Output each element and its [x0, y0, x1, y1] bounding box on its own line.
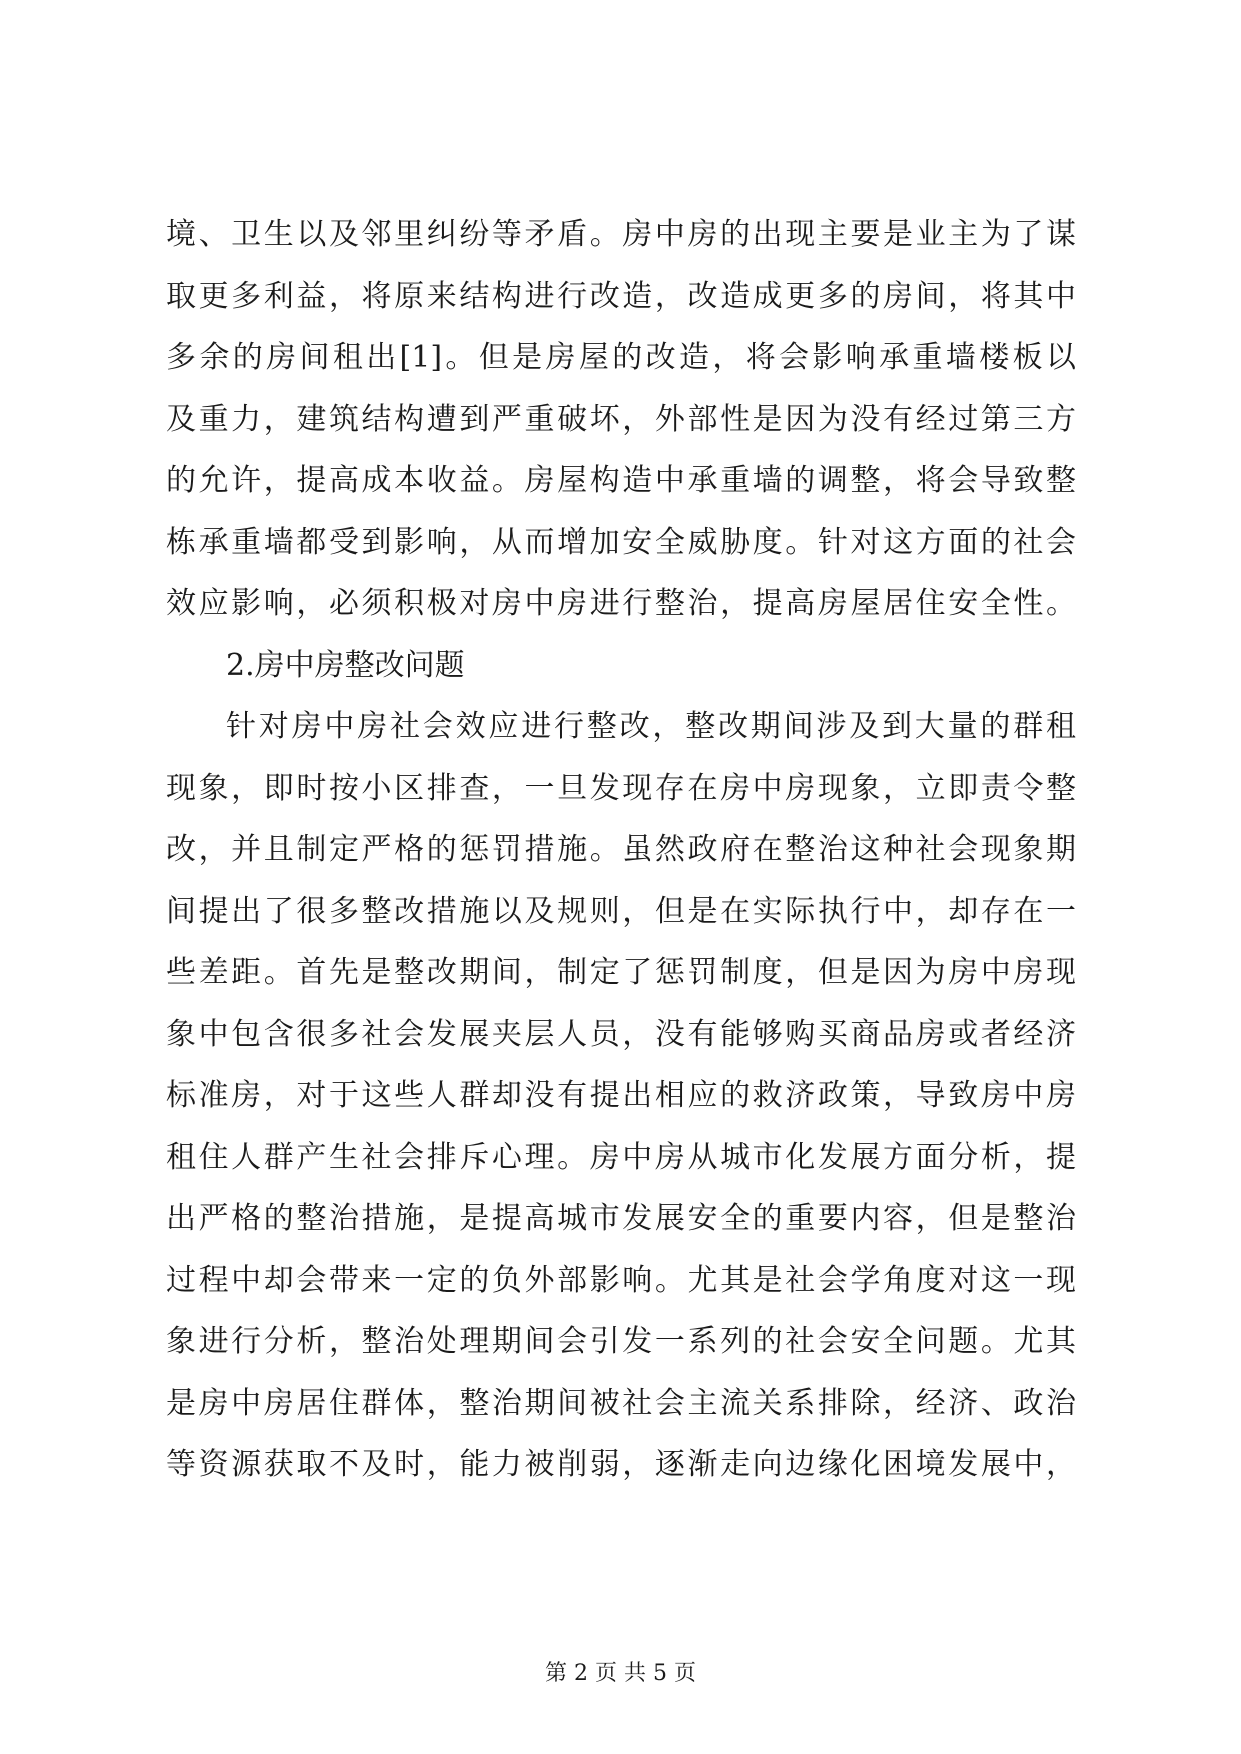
paragraph-2-line-1: 针对房中房社会效应进行整改，整改期间涉及到大量的群租: [226, 709, 1076, 744]
paragraph-1-line-6: 栋承重墙都受到影响，从而增加安全威胁度。针对这方面的社会: [166, 524, 1076, 560]
paragraph-2-line-12: 是房中房居住群体，整治期间被社会主流关系排除，经济、政治: [166, 1385, 1076, 1421]
paragraph-1-line-4: 及重力，建筑结构遭到严重破坏，外部性是因为没有经过第三方: [166, 401, 1076, 437]
paragraph-1-line-2: 取更多利益，将原来结构进行改造，改造成更多的房间，将其中: [166, 278, 1076, 314]
paragraph-2-line-13: 等资源获取不及时，能力被削弱，逐渐走向边缘化困境发展中，: [166, 1447, 1076, 1482]
paragraph-1-line-5: 的允许，提高成本收益。房屋构造中承重墙的调整，将会导致整: [166, 463, 1076, 498]
paragraph-2-line-8: 租住人群产生社会排斥心理。房中房从城市化发展方面分析，提: [166, 1139, 1076, 1175]
section-heading: 2.房中房整改问题: [226, 647, 465, 683]
paragraph-2-line-11: 象进行分析，整治处理期间会引发一系列的社会安全问题。尤其: [166, 1324, 1076, 1359]
paragraph-2-line-9: 出严格的整治措施，是提高城市发展安全的重要内容，但是整治: [166, 1201, 1076, 1236]
paragraph-2-line-10: 过程中却会带来一定的负外部影响。尤其是社会学角度对这一现: [166, 1262, 1076, 1298]
paragraph-2-line-5: 些差距。首先是整改期间，制定了惩罚制度，但是因为房中房现: [166, 955, 1076, 990]
paragraph-2-line-2: 现象，即时按小区排查，一旦发现存在房中房现象，立即责令整: [166, 770, 1076, 806]
paragraph-2-line-7: 标准房，对于这些人群却没有提出相应的救济政策，导致房中房: [166, 1078, 1076, 1113]
paragraph-2-line-3: 改，并且制定严格的惩罚措施。虽然政府在整治这种社会现象期: [166, 832, 1076, 867]
paragraph-2-line-4: 间提出了很多整改措施以及规则，但是在实际执行中，却存在一: [166, 893, 1076, 929]
page-number-footer: 第 2 页 共 5 页: [545, 1661, 696, 1686]
paragraph-2-line-6: 象中包含很多社会发展夹层人员，没有能够购买商品房或者经济: [166, 1016, 1076, 1052]
paragraph-1-line-7: 效应影响，必须积极对房中房进行整治，提高房屋居住安全性。: [166, 586, 1076, 621]
paragraph-1-line-3: 多余的房间租出[1]。但是房屋的改造，将会影响承重墙楼板以: [166, 340, 1076, 375]
paragraph-1-line-1: 境、卫生以及邻里纠纷等矛盾。房中房的出现主要是业主为了谋: [166, 217, 1076, 252]
